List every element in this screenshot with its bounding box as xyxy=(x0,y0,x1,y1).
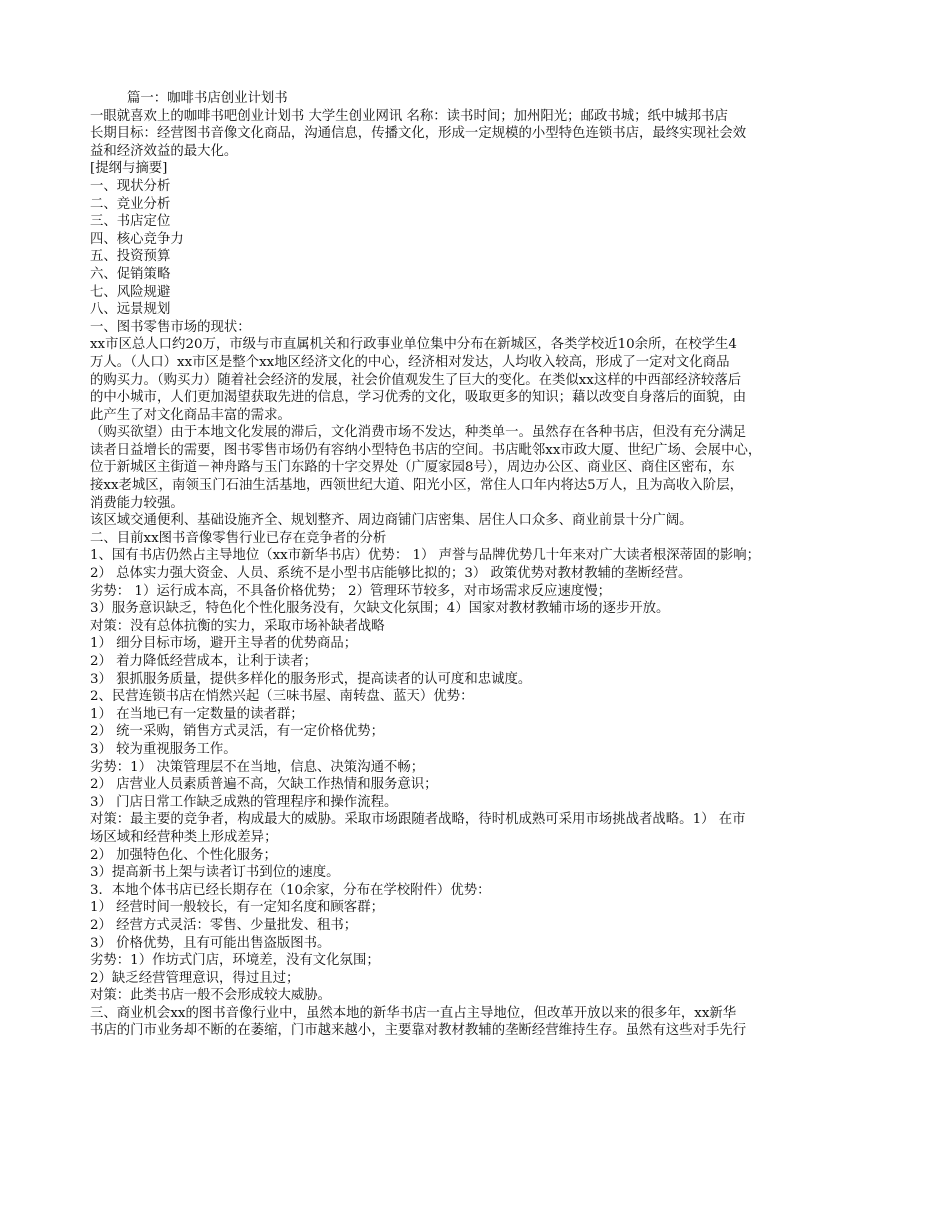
text-line: 场区域和经营种类上形成差异； xyxy=(90,829,278,845)
text-line: 对策：此类书店一般不会形成较大威胁。 xyxy=(90,988,332,1004)
text-line: 五、投资预算 xyxy=(90,249,171,265)
text-line: [提纲与摘要] xyxy=(90,161,168,177)
text-line: 二、竞业分析 xyxy=(90,196,171,212)
document-title: 篇一：咖啡书店创业计划书 xyxy=(127,91,288,106)
text-line: 书店的门市业务却不断的在萎缩，门市越来越小，主要靠对教材教辅的垄断经营维持生存。虽然有这些对手先行 xyxy=(90,1023,747,1039)
text-line: 2） 着力降低经营成本，让利于读者； xyxy=(90,654,318,669)
document-text xyxy=(90,108,870,1040)
text-line: 3） 门店日常工作缺乏成熟的管理程序和操作流程。 xyxy=(90,794,398,810)
text-line: 一、图书零售市场的现状： xyxy=(90,319,251,335)
text-line: 三、商业机会xx的图书音像行业中，虽然本地的新华书店一直占主导地位，但改革开放以来的很多年，xx新华 xyxy=(90,1005,737,1021)
text-line: 七、风险规避 xyxy=(90,284,171,300)
text-line: 此产生了对文化商品丰富的需求。 xyxy=(90,407,291,423)
text-line: 接xx老城区，南领玉门石油生活基地，西领世纪大道、阳光小区，常住人口年内将达5万人，且为高收入阶层， xyxy=(90,478,743,494)
text-line: 长期目标：经营图书音像文化商品，沟通信息，传播文化，形成一定规模的小型特色连锁书店，最终实现社会效 xyxy=(90,126,747,142)
text-line: 的中小城市，人们更加渴望获取先进的信息，学习优秀的文化，吸取更多的知识；藉以改变自身落后的面貌，由 xyxy=(90,390,747,406)
text-line: 四、核心竞争力 xyxy=(90,231,184,247)
text-line: 3） 价格优势，且有可能出售盗版图书。 xyxy=(90,935,331,951)
text-line: 八、远景规划 xyxy=(90,302,171,318)
text-line: 1、国有书店仍然占主导地位（xx市新华书店）优势： 1） 声誉与品牌优势几十年来对广大读者根深蒂固的影响； xyxy=(90,548,761,564)
text-line: 二、目前xx图书音像零售行业已存在竞争者的分析 xyxy=(90,530,387,546)
text-line: 对策：最主要的竞争者，构成最大的威胁。采取市场跟随者战略，待时机成熟可采用市场挑战者战略。1） 在市 xyxy=(90,812,746,828)
text-line: 对策：没有总体抗衡的实力，采取市场补缺者战略 xyxy=(90,618,385,634)
text-line: 3．本地个体书店已经长期存在（10余家，分布在学校附件）优势： xyxy=(90,882,491,898)
text-line: （购买欲望）由于本地文化发展的滞后，文化消费市场不发达，种类单一。虽然存在各种书店，但没有充分满足 xyxy=(90,425,747,441)
text-line: 2） 总体实力强大资金、人员、系统不是小型书店能够比拟的；3） 政策优势对教材教辅的垄断经营。 xyxy=(90,566,692,582)
document-body xyxy=(90,90,870,1040)
text-line: 劣势：1）作坊式门店，环境差，没有文化氛围； xyxy=(90,953,380,969)
text-line: 1） 经营时间一般较长，有一定知名度和顾客群； xyxy=(90,900,384,916)
text-line: 劣势：1） 决策管理层不在当地，信息、决策沟通不畅； xyxy=(90,759,425,775)
text-line: 六、促销策略 xyxy=(90,266,171,282)
text-line: 劣势： 1）运行成本高，不具备价格优势； 2）管理环节较多，对市场需求反应速度慢； xyxy=(90,583,612,599)
text-line: 1） 细分目标市场，避开主导者的优势商品； xyxy=(90,636,358,652)
text-line: 1） 在当地已有一定数量的读者群； xyxy=(90,706,304,722)
text-line: 一、现状分析 xyxy=(90,178,171,194)
text-line: 消费能力较强。 xyxy=(90,495,184,511)
text-line: 3） 狠抓服务质量，提供多样化的服务形式，提高读者的认可度和忠诚度。 xyxy=(90,671,532,687)
text-line: 3）服务意识缺乏，特色化个性化服务没有，欠缺文化氛围；4）国家对教材教辅市场的逐步开放。 xyxy=(90,601,670,617)
text-line: 三、书店定位 xyxy=(90,214,171,230)
text-line: 2） 加强特色化、个性化服务； xyxy=(90,847,277,863)
text-line: 一眼就喜欢上的咖啡书吧创业计划书 大学生创业网讯 名称：读书时间；加州阳光；邮政书城；纸中城邦书店 xyxy=(90,108,728,124)
text-line: 位于新城区主街道－神舟路与玉门东路的十字交界处（广厦家园8号），周边办公区、商业区、商住区密布，东 xyxy=(90,460,735,476)
text-line: xx市区总人口约20万，市级与市直属机关和行政事业单位集中分布在新城区，各类学校近10余所，在校学生4 xyxy=(90,337,737,353)
text-line: 2） 店营业人员素质普遍不高，欠缺工作热情和服务意识； xyxy=(90,777,438,793)
text-line: 万人。（人口）xx市区是整个xx地区经济文化的中心，经济相对发达，人均收入较高，形成了一定对文化商品 xyxy=(90,354,730,370)
text-line: 3）提高新书上架与读者订书到位的速度。 xyxy=(90,865,340,881)
text-line: 读者日益增长的需要，图书零售市场仍有容纳小型特色书店的空间。书店毗邻xx市政大厦、世纪广场、会展中心， xyxy=(90,442,762,458)
text-line: 3） 较为重视服务工作。 xyxy=(90,741,237,757)
text-line: 2、民营连锁书店在悄然兴起（三味书屋、南转盘、蓝天）优势： xyxy=(90,689,474,705)
text-line: 的购买力。（购买力）随着社会经济的发展，社会价值观发生了巨大的变化。在类似xx这样的中西部经济较落后 xyxy=(90,372,742,388)
text-line: 该区域交通便利、基础设施齐全、规划整齐、周边商铺门店密集、居住人口众多、商业前景十分广阔。 xyxy=(90,513,693,529)
text-line: 2） 统一采购，销售方式灵活，有一定价格优势； xyxy=(90,724,384,740)
text-line: 2）缺乏经营管理意识，得过且过； xyxy=(90,970,300,986)
text-line: 2） 经营方式灵活：零售、少量批发、租书； xyxy=(90,917,358,933)
text-line: 益和经济效益的最大化。 xyxy=(90,143,238,159)
